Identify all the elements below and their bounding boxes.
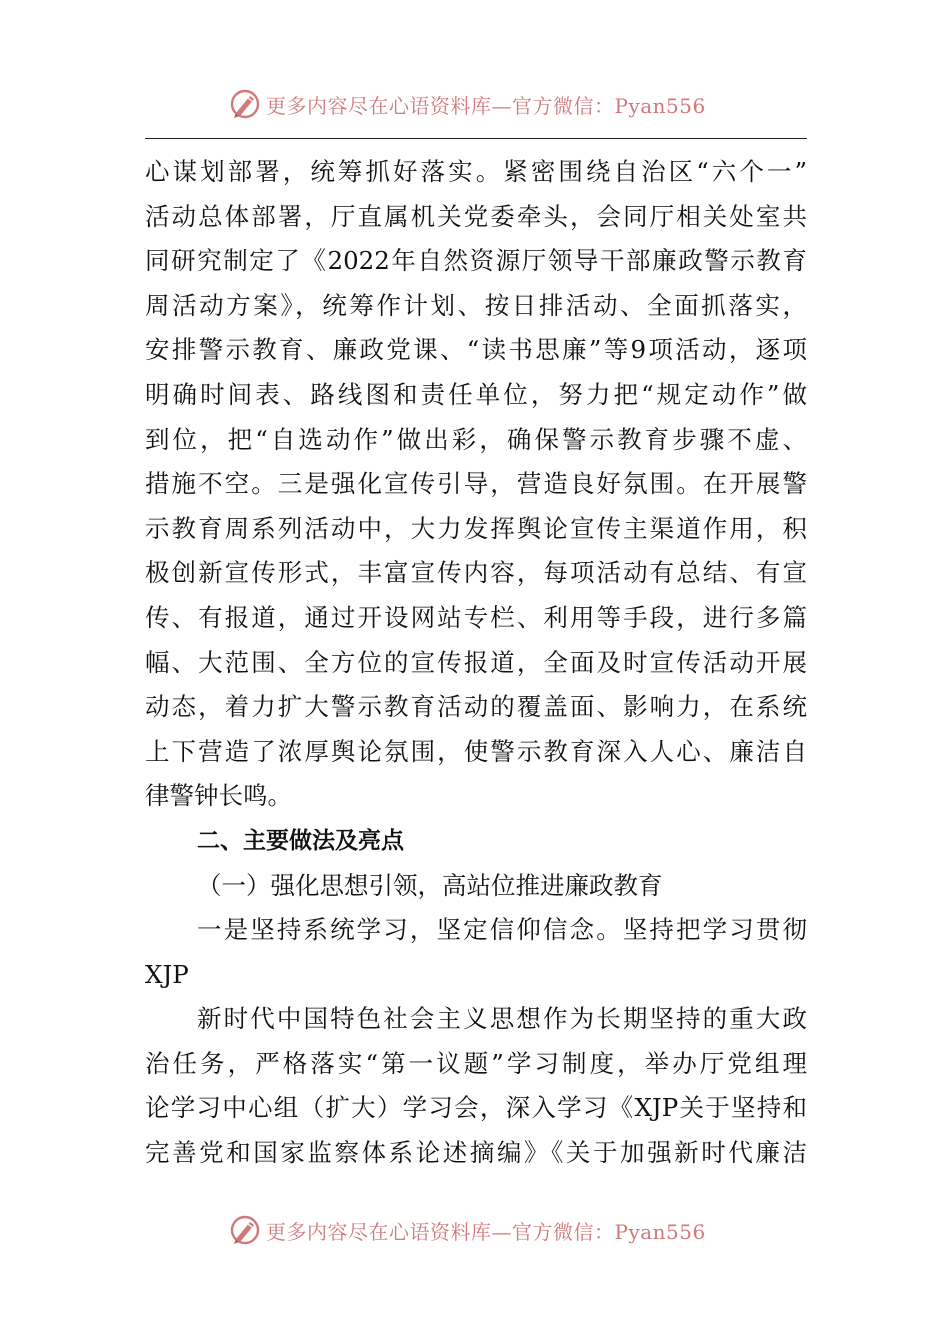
text-line: 论学习中心组（扩大）学习会，深入学习《XJP关于坚持和 [145, 1093, 807, 1123]
document-body [145, 150, 807, 1176]
banner-text: 更多内容尽在心语资料库—官方微信：Pyan556 [266, 1219, 706, 1244]
paragraph-first-line: 一是坚持系统学习，坚定信仰信念。坚持把学习贯彻 [197, 915, 807, 945]
pen-logo-icon [228, 1213, 262, 1247]
text-line: 律警钟长鸣。 [145, 781, 292, 811]
text-line: 措施不空。三是强化宣传引导，营造良好氛围。在开展警 [145, 469, 807, 499]
subsection-heading: （一）强化思想引领，高站位推进廉政教育 [197, 870, 663, 900]
text-line: 安排警示教育、廉政党课、“读书思廉”等9项活动，逐项 [145, 335, 807, 365]
text-line: XJP [145, 959, 189, 989]
paragraph-first-line: 新时代中国特色社会主义思想作为长期坚持的重大政 [197, 1004, 807, 1034]
text-line: 周活动方案》，统筹作计划、按日排活动、全面抓落实， [145, 290, 807, 320]
text-line: 活动总体部署，厅直属机关党委牵头，会同厅相关处室共 [145, 201, 807, 231]
text-line: 极创新宣传形式，丰富宣传内容，每项活动有总结、有宣 [145, 558, 807, 588]
text-line: 到位，把“自选动作”做出彩，确保警示教育步骤不虚、 [145, 424, 807, 454]
pen-logo-icon [228, 87, 262, 121]
text-line: 上下营造了浓厚舆论氛围，使警示教育深入人心、廉洁自 [145, 736, 807, 766]
text-line: 动态，着力扩大警示教育活动的覆盖面、影响力，在系统 [145, 692, 807, 722]
text-line: 幅、大范围、全方位的宣传报道，全面及时宣传活动开展 [145, 647, 807, 677]
text-line: 心谋划部署，统筹抓好落实。紧密围绕自治区“六个一” [145, 157, 807, 186]
text-line: 示教育周系列活动中，大力发挥舆论宣传主渠道作用，积 [145, 513, 807, 543]
banner-content [228, 84, 706, 124]
banner-content [228, 1210, 706, 1250]
banner-text: 更多内容尽在心语资料库—官方微信：Pyan556 [266, 93, 706, 118]
text-line: 完善党和国家监察体系论述摘编》《关于加强新时代廉洁 [145, 1138, 807, 1168]
header-banner [0, 84, 950, 124]
header-rule [145, 138, 807, 139]
text-line: 传、有报道，通过开设网站专栏、利用等手段，进行多篇 [145, 602, 807, 632]
text-line: 明确时间表、路线图和责任单位，努力把“规定动作”做 [145, 379, 807, 409]
text-line: 治任务，严格落实“第一议题”学习制度，举办厅党组理 [145, 1048, 807, 1078]
text-line: 同研究制定了《2022年自然资源厅领导干部廉政警示教育 [145, 246, 807, 276]
section-heading: 二、主要做法及亮点 [197, 827, 404, 854]
footer-banner [0, 1210, 950, 1250]
